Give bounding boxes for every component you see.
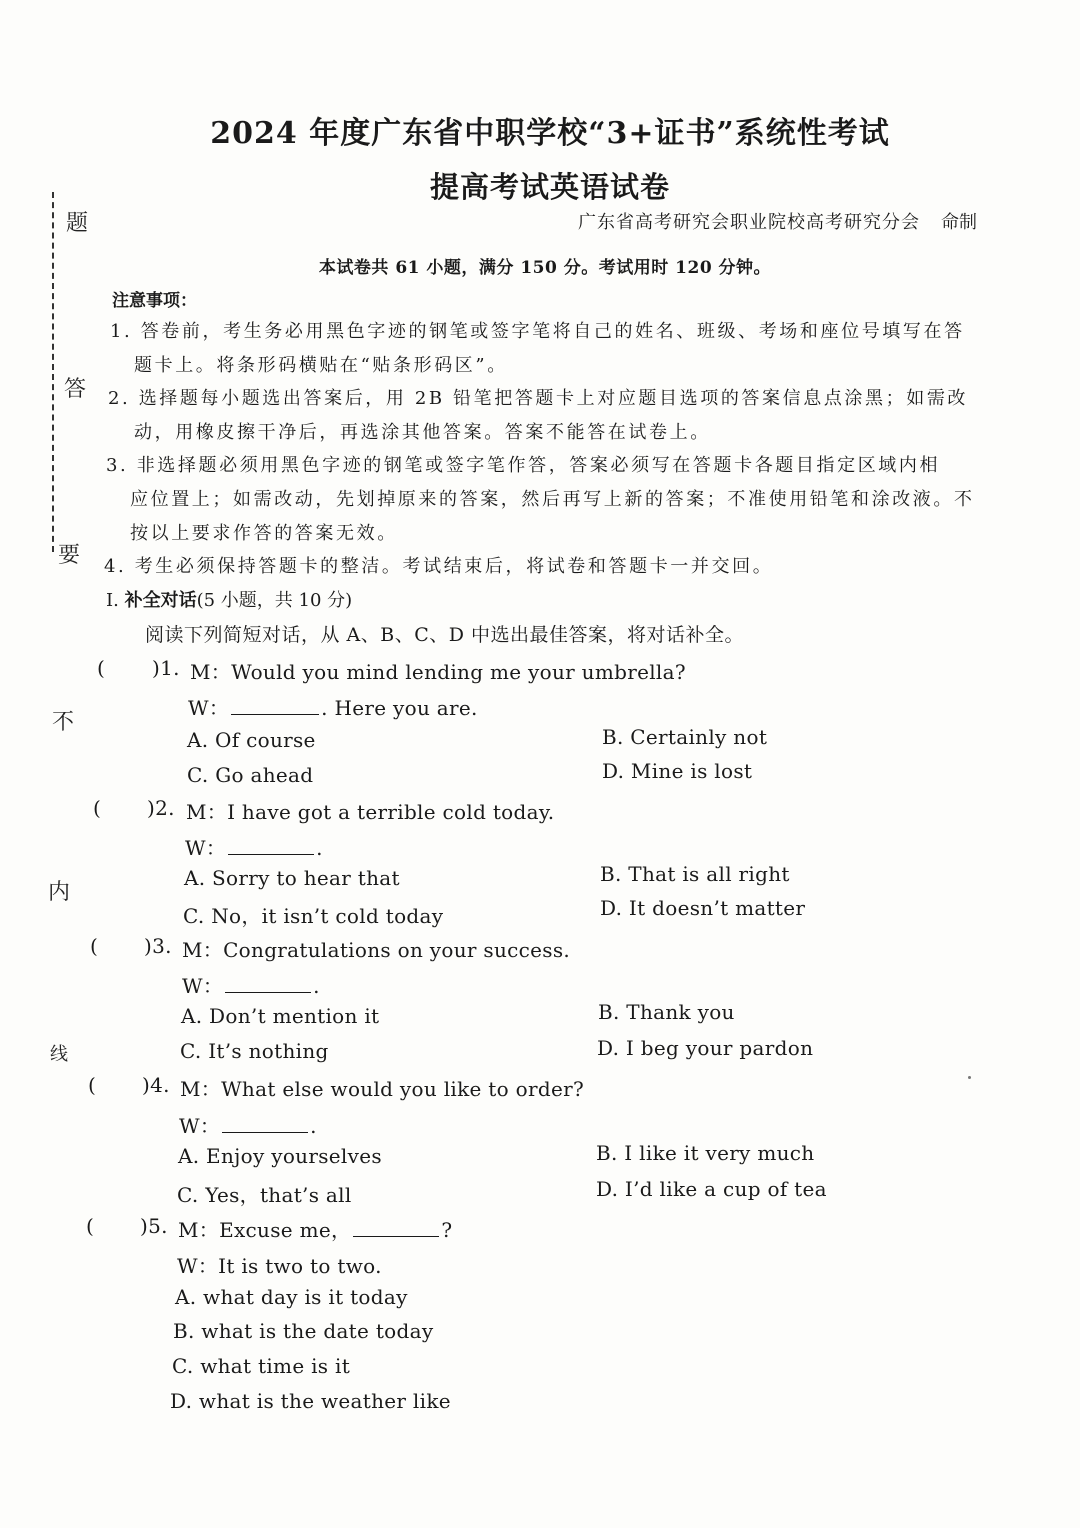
answer-paren[interactable]: ( bbox=[97, 656, 106, 680]
section-heading bbox=[106, 586, 352, 612]
option-c: C. Go ahead bbox=[187, 763, 314, 787]
margin-char: 内 bbox=[48, 880, 71, 905]
answer-paren[interactable]: ( bbox=[86, 1214, 95, 1238]
section-detail: (5 小题，共 10 分) bbox=[196, 590, 353, 611]
margin-char: 答 bbox=[64, 377, 87, 402]
option-a: A. Of course bbox=[187, 728, 316, 752]
option-d: D. It doesn’t matter bbox=[600, 896, 806, 920]
section-instruction: 阅读下列简短对话，从 A、B、C、D 中选出最佳答案，将对话补全。 bbox=[145, 624, 745, 646]
section-number: Ⅰ. bbox=[106, 590, 119, 611]
question-prompt: M：I have got a terrible cold today. bbox=[186, 800, 555, 824]
note-line: 应位置上；如需改动，先划掉原来的答案，然后再写上新的答案；不准使用铅笔和涂改液。不 bbox=[130, 489, 975, 510]
question-response: W： . bbox=[182, 974, 320, 998]
answer-paren[interactable]: ( bbox=[93, 796, 102, 820]
option-d: D. what is the weather like bbox=[170, 1389, 451, 1413]
notes-heading: 注意事项： bbox=[112, 291, 197, 311]
option-c: C. Yes，that’s all bbox=[177, 1183, 352, 1207]
note-line: 按以上要求作答的答案无效。 bbox=[130, 523, 398, 544]
option-d: D. I beg your pardon bbox=[597, 1036, 814, 1060]
note-line: 3. 非选择题必须用黑色字迹的钢笔或签字笔作答，答案必须写在答题卡各题目指定区域内相 bbox=[106, 455, 941, 476]
option-d: D. I’d like a cup of tea bbox=[596, 1177, 827, 1201]
option-a: A. Enjoy yourselves bbox=[178, 1144, 382, 1168]
answer-blank bbox=[231, 698, 319, 715]
margin-char: 线 bbox=[50, 1044, 68, 1065]
question-prompt: M：What else would you like to order? bbox=[180, 1077, 584, 1101]
author-org: 广东省高考研究会职业院校高考研究分会 bbox=[578, 212, 920, 233]
answer-paren[interactable]: ( bbox=[90, 934, 99, 958]
note-line: 动，用橡皮擦干净后，再选涂其他答案。答案不能答在试卷上。 bbox=[134, 422, 711, 443]
option-a: A. what day is it today bbox=[175, 1285, 408, 1309]
option-b: B. Certainly not bbox=[602, 725, 768, 749]
option-b: B. I like it very much bbox=[596, 1141, 815, 1165]
question-prompt: M：Would you mind lending me your umbrella? bbox=[190, 660, 686, 684]
section-title: 补全对话 bbox=[124, 590, 197, 611]
question-number: )5. bbox=[140, 1214, 168, 1238]
option-c: C. what time is it bbox=[172, 1354, 351, 1378]
option-b: B. That is all right bbox=[600, 862, 790, 886]
margin-char: 题 bbox=[66, 211, 89, 236]
note-line: 1. 答卷前，考生务必用黑色字迹的钢笔或签字笔将自己的姓名、班级、考场和座位号填写在答 bbox=[110, 321, 965, 342]
question-number: )1. bbox=[152, 656, 180, 680]
exam-info: 本试卷共 61 小题，满分 150 分。考试用时 120 分钟。 bbox=[318, 258, 772, 278]
exam-subtitle: 提高考试英语试卷 bbox=[429, 170, 670, 204]
note-line: 4. 考生必须保持答题卡的整洁。考试结束后，将试卷和答题卡一并交回。 bbox=[104, 556, 774, 577]
question-number: )2. bbox=[147, 796, 175, 820]
option-c: C. No，it isn’t cold today bbox=[183, 904, 444, 928]
question-prompt: M：Excuse me， ? bbox=[178, 1218, 453, 1242]
margin-char: 要 bbox=[58, 543, 81, 568]
question-response: W： . bbox=[179, 1114, 317, 1138]
note-line: 题卡上。将条形码横贴在“贴条形码区”。 bbox=[134, 355, 508, 376]
question-prompt: M：Congratulations on your success. bbox=[182, 938, 571, 962]
option-c: C. It’s nothing bbox=[180, 1039, 329, 1063]
scan-speck bbox=[968, 1076, 971, 1079]
question-response: W： . Here you are. bbox=[188, 696, 478, 720]
author-suffix: 命制 bbox=[941, 212, 977, 233]
answer-blank bbox=[222, 1116, 308, 1133]
exam-title: 2024 年度广东省中职学校“3+证书”系统性考试 bbox=[210, 116, 890, 151]
question-response: W：It is two to two. bbox=[177, 1254, 382, 1278]
answer-blank bbox=[228, 838, 314, 855]
margin-char: 不 bbox=[52, 710, 75, 735]
answer-blank bbox=[225, 976, 311, 993]
binding-dashed-line bbox=[52, 192, 54, 552]
question-number: )3. bbox=[144, 934, 172, 958]
answer-blank bbox=[353, 1220, 439, 1237]
option-a: A. Sorry to hear that bbox=[184, 866, 400, 890]
note-line: 2. 选择题每小题选出答案后，用 2B 铅笔把答题卡上对应题目选项的答案信息点涂黑；如需改 bbox=[108, 388, 969, 409]
option-d: D. Mine is lost bbox=[602, 759, 753, 783]
answer-paren[interactable]: ( bbox=[88, 1073, 97, 1097]
question-number: )4. bbox=[142, 1073, 170, 1097]
option-b: B. what is the date today bbox=[173, 1319, 434, 1343]
option-b: B. Thank you bbox=[598, 1000, 735, 1024]
question-response: W： . bbox=[185, 836, 323, 860]
option-a: A. Don’t mention it bbox=[181, 1004, 380, 1028]
